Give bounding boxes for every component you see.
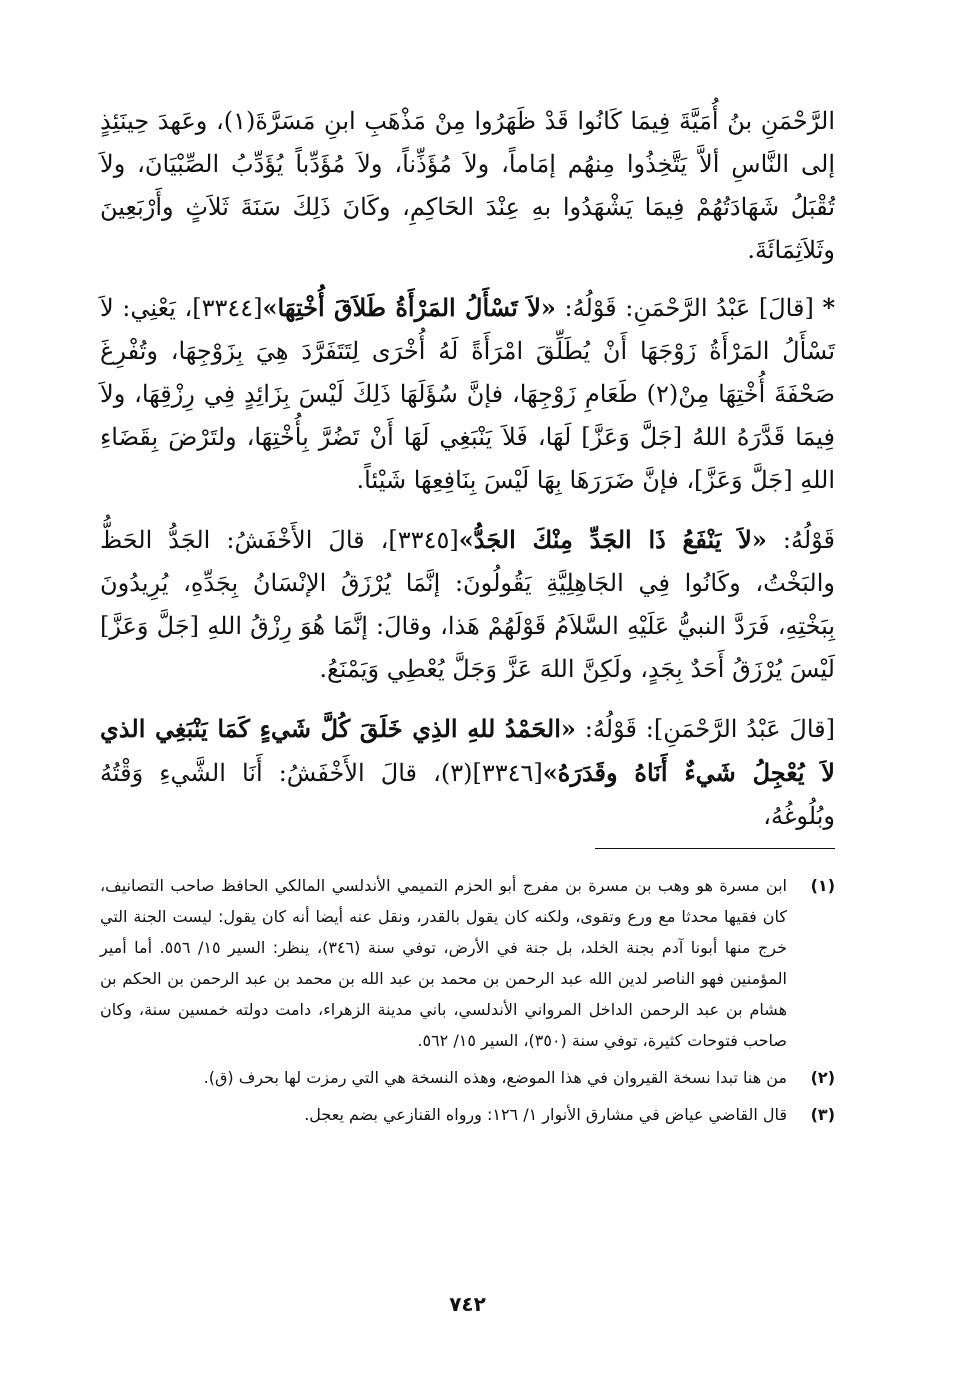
footnote-2 xyxy=(100,1062,835,1093)
main-text xyxy=(100,100,835,838)
hadith-quote-3: «الحَمْدُ للهِ الذِي خَلَقَ كُلَّ شَيءٍ كَمَا يَنْبَغِي الذي لاَ يُعْجِلُ شَيءٌ أَنَاهُ وقَدَرَهُ» xyxy=(100,714,835,787)
paragraph-2 xyxy=(100,286,835,502)
asterisk-marker: * xyxy=(822,293,835,322)
footnotes xyxy=(100,870,835,1136)
book-page xyxy=(100,100,835,1330)
paragraph-2-lead: [قالَ] عَبْدُ الرَّحْمَنِ: قَوْلُهُ: xyxy=(555,294,823,322)
footnote-number: (٣) xyxy=(810,1105,835,1124)
paragraph-1: الرَّحْمَنِ بنُ أُمَيَّةَ فِيمَا كَانُوا قَدْ ظَهَرُوا مِنْ مَذْهَبِ ابنِ مَسَرَّةَ(١)، وعَهدَ حِينَئِذٍ إلى النَّاسِ ألاَّ يَتَّخِذُوا مِنهُم إمَاماً، ولاَ مُؤَذِّناً، ولاَ مُؤَدِّباً يُؤَدِّبُ الصِّبْيَانَ، ولاَ تُقْبَلُ شَهَادَتُهُمْ فِيمَا يَشْهَدُوا بهِ عِنْدَ الحَاكِمِ، وكَانَ ذَلِكَ سَنَةَ ثَلاَثٍ وأَرْبَعِينَ وثَلاَثِمَائَةَ. xyxy=(100,107,835,264)
paragraph-4-lead: [قالَ عَبْدُ الرَّحْمَنِ]: قَوْلُهُ: xyxy=(575,715,835,743)
footnote-text: من هنا تبدا نسخة القيروان في هذا الموضع، وهذه النسخة هي التي رمزت لها بحرف (ق). xyxy=(203,1068,787,1087)
hadith-quote-1: «لاَ تَسْأَلُ المَرْأَةُ طَلاَقَ أُخْتِهَا» xyxy=(262,293,556,322)
paragraph-3 xyxy=(100,518,835,691)
footnote-1 xyxy=(100,870,835,1056)
footnote-number: (٢) xyxy=(810,1068,835,1087)
paragraph-2-text: [٣٣٤٤]، يَعْنِي: لاَ تَسْأَلُ المَرْأَةُ زَوْجَهَا أَنْ يُطَلِّقَ امْرَأَةً لَهُ أُخْرَى لِتَتَفَرَّدَ هِيَ بِزَوْجِهَا، وتُفْرِغَ صَحْفَةَ أُخْتِهَا مِنْ(٢) طَعَامِ زَوْجِهَا، فإنَّ سُؤَلَهَا ذَلِكَ لَيْسَ بِزَائِدٍ فِي رِزْقِهَا، ولاَ فِيمَا قَدَّرَهُ اللهُ [جَلَّ وَعَزَّ] لَهَا، فَلاَ يَنْبَغِي لَهَا أَنْ تَضُرَّ بِأُخْتِهَا، ولتَرْضَ بِقَضَاءِ اللهِ [جَلَّ وَعَزَّ]، فإنَّ ضَرَرَهَا بِهَا لَيْسَ بِنَافِعِهَا شَيْئاً. xyxy=(100,294,835,494)
footnote-number: (١) xyxy=(810,876,835,895)
paragraph-4-text: [٣٣٤٦](٣)، قالَ الأَخْفَشُ: أَنَا الشَّيءِ وَقْتُهُ وبُلُوغُهُ، xyxy=(100,759,835,830)
footnote-3 xyxy=(100,1099,835,1130)
footnote-text: قال القاضي عياض في مشارق الأنوار ١/ ١٢٦: ورواه القنازعي بضم يعجل. xyxy=(304,1105,787,1124)
paragraph-4 xyxy=(100,707,835,838)
page-number: ٧٤٢ xyxy=(449,1292,486,1316)
paragraph-3-lead: قَوْلُهُ: xyxy=(766,526,836,554)
footnote-text: ابن مسرة هو وهب بن مسرة بن مفرج أبو الحزم التميمي الأندلسي المالكي الحافظ صاحب التصانيف، كان فقيها محدثا مع ورع وتقوى، ولكنه كان يقول بالقدر، ونقل عنه أيضا أنه كان يقول: ليست الجنة التي خرج منها أبونا آدم بجنة الخلد، بل جنة في الأرض، توفي سنة (٣٤٦)، ينظر: السير ١٥/ ٥٥٦. أما أمير المؤمنين فهو الناصر لدين الله عبد الرحمن بن محمد بن عبد الله بن محمد بن عبد الرحمن بن الحكم بن هشام بن عبد الرحمن الداخل المرواني الأندلسي، باني مدينة الزهراء، دامت دولته خمسين سنة، وكان صاحب فتوحات كثيرة، توفي سنة (٣٥٠)، السير ١٥/ ٥٦٢. xyxy=(100,876,787,1050)
hadith-quote-2: «لاَ يَنْفَعُ ذَا الجَدِّ مِنْكَ الجَدُّ» xyxy=(458,525,767,554)
paragraph-3-text: [٣٣٤٥]، قالَ الأَخْفَشُ: الجَدُّ الحَظُّ والبَخْتُ، وكَانُوا فِي الجَاهِلِيَّةِ يَقُولُونَ: إنَّمَا يُرْزَقُ الإنْسَانُ بِجَدِّهِ، يُرِيدُونَ بِبَخْتِهِ، فَرَدَّ النبيُّ عَلَيْهِ السَّلاَمُ قَوْلَهُمْ هَذا، وقالَ: إنَّمَا هُوَ رِزْقُ اللهِ [جَلَّ وَعَزَّ] لَيْسَ يُرْزَقُ أَحَدٌ بِجَدٍ، ولَكِنَّ اللهَ عَزَّ وَجَلَّ يُعْطِي وَيَمْنَعُ. xyxy=(100,526,835,683)
footnote-separator xyxy=(595,848,835,849)
